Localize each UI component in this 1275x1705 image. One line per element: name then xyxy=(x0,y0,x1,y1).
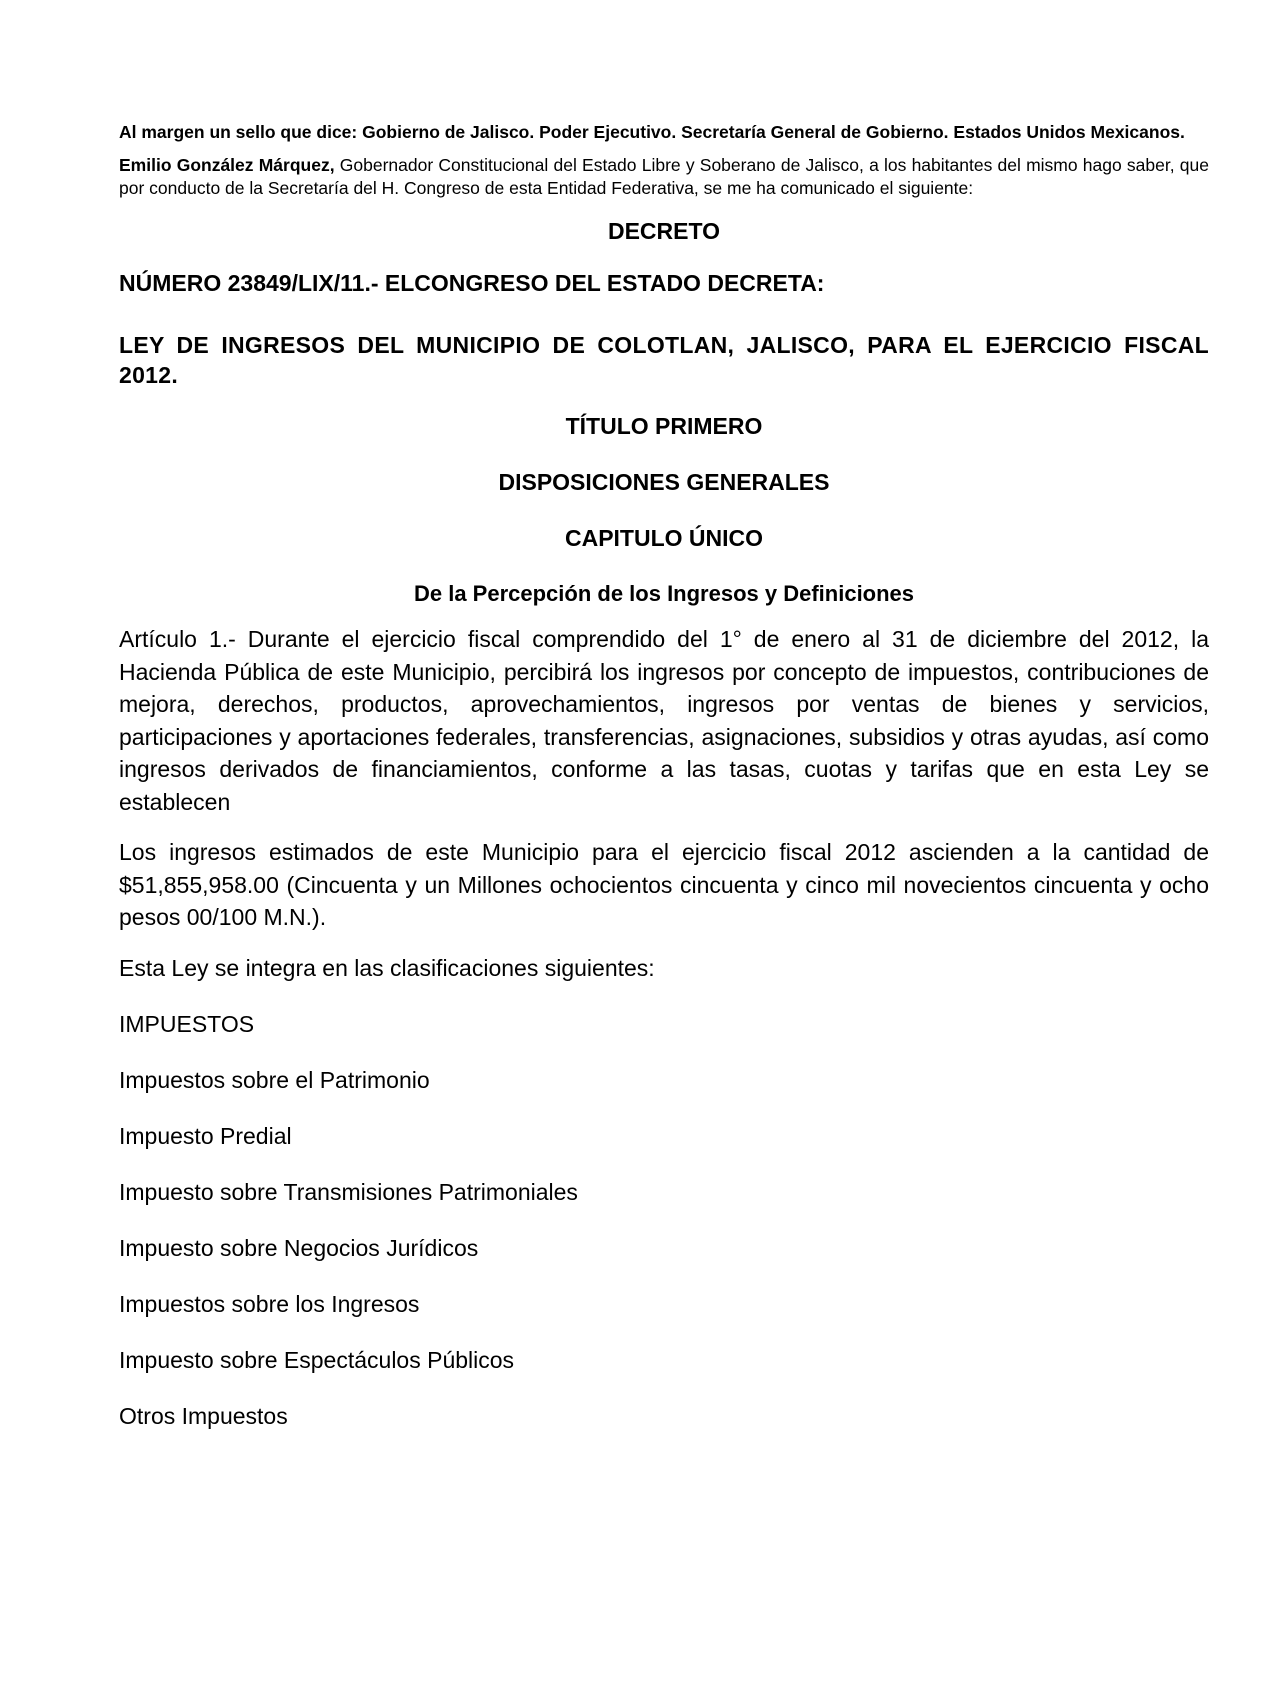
document-page xyxy=(119,118,1209,1456)
heading-capitulo-unico: CAPITULO ÚNICO xyxy=(564,525,764,551)
heading-decreto: DECRETO xyxy=(607,218,721,244)
classification-otros: Otros Impuestos xyxy=(119,1402,288,1429)
seal-text: Al margen un sello que dice: Gobierno de Jalisco. Poder Ejecutivo. Secretaría General de Gobierno. Estados Unidos Mexicanos. xyxy=(119,122,1185,142)
intro-paragraph xyxy=(119,154,1209,200)
classifications-intro: Esta Ley se integra en las clasificaciones siguientes: xyxy=(119,954,655,981)
governor-name: Emilio González Márquez, xyxy=(119,155,335,175)
heading-disposiciones-generales: DISPOSICIONES GENERALES xyxy=(498,469,830,495)
estimated-income-paragraph: Los ingresos estimados de este Municipio para el ejercicio fiscal 2012 ascienden a la cantidad de $51,855,958.00 (Cincuenta y un Millones ochocientos cincuenta y cinco mil novecientos cincuenta y ocho pesos 00/100 M.N.). xyxy=(119,839,1209,930)
classification-espectaculos: Impuesto sobre Espectáculos Públicos xyxy=(119,1346,515,1373)
heading-percepcion: De la Percepción de los Ingresos y Definiciones xyxy=(413,581,915,606)
intro-text: Gobernador Constitucional del Estado Libre y Soberano de Jalisco, a los habitantes del mismo hago saber, que por conducto de la Secretaría del H. Congreso de esta Entidad Federativa, se me ha comunicado el siguiente: xyxy=(119,155,1209,198)
heading-law-title: LEY DE INGRESOS DEL MUNICIPIO DE COLOTLAN, JALISCO, PARA EL EJERCICIO FISCAL 2012. xyxy=(119,332,1209,388)
classification-patrimonio: Impuestos sobre el Patrimonio xyxy=(119,1066,430,1093)
classification-transmisiones: Impuesto sobre Transmisiones Patrimoniales xyxy=(119,1178,578,1205)
classification-predial: Impuesto Predial xyxy=(119,1122,292,1149)
article-1-paragraph: Artículo 1.- Durante el ejercicio fiscal comprendido del 1° de enero al 31 de diciembre del 2012, la Hacienda Pública de este Municipio, percibirá los ingresos por concepto de impuestos, contribuciones de mejora, derechos, productos, aprovechamientos, ingresos por ventas de bienes y servicios, participaciones y aportaciones federales, transferencias, asignaciones, subsidios y otras ayudas, así como ingresos derivados de financiamientos, conforme a las tasas, cuotas y tarifas que en esta Ley se establecen xyxy=(119,626,1209,815)
classification-ingresos: Impuestos sobre los Ingresos xyxy=(119,1290,420,1317)
heading-titulo-primero: TÍTULO PRIMERO xyxy=(565,413,763,439)
heading-decree-number: NÚMERO 23849/LIX/11.- ELCONGRESO DEL ESTADO DECRETA: xyxy=(119,270,825,296)
classification-impuestos: IMPUESTOS xyxy=(119,1010,255,1037)
classification-negocios: Impuesto sobre Negocios Jurídicos xyxy=(119,1234,479,1261)
